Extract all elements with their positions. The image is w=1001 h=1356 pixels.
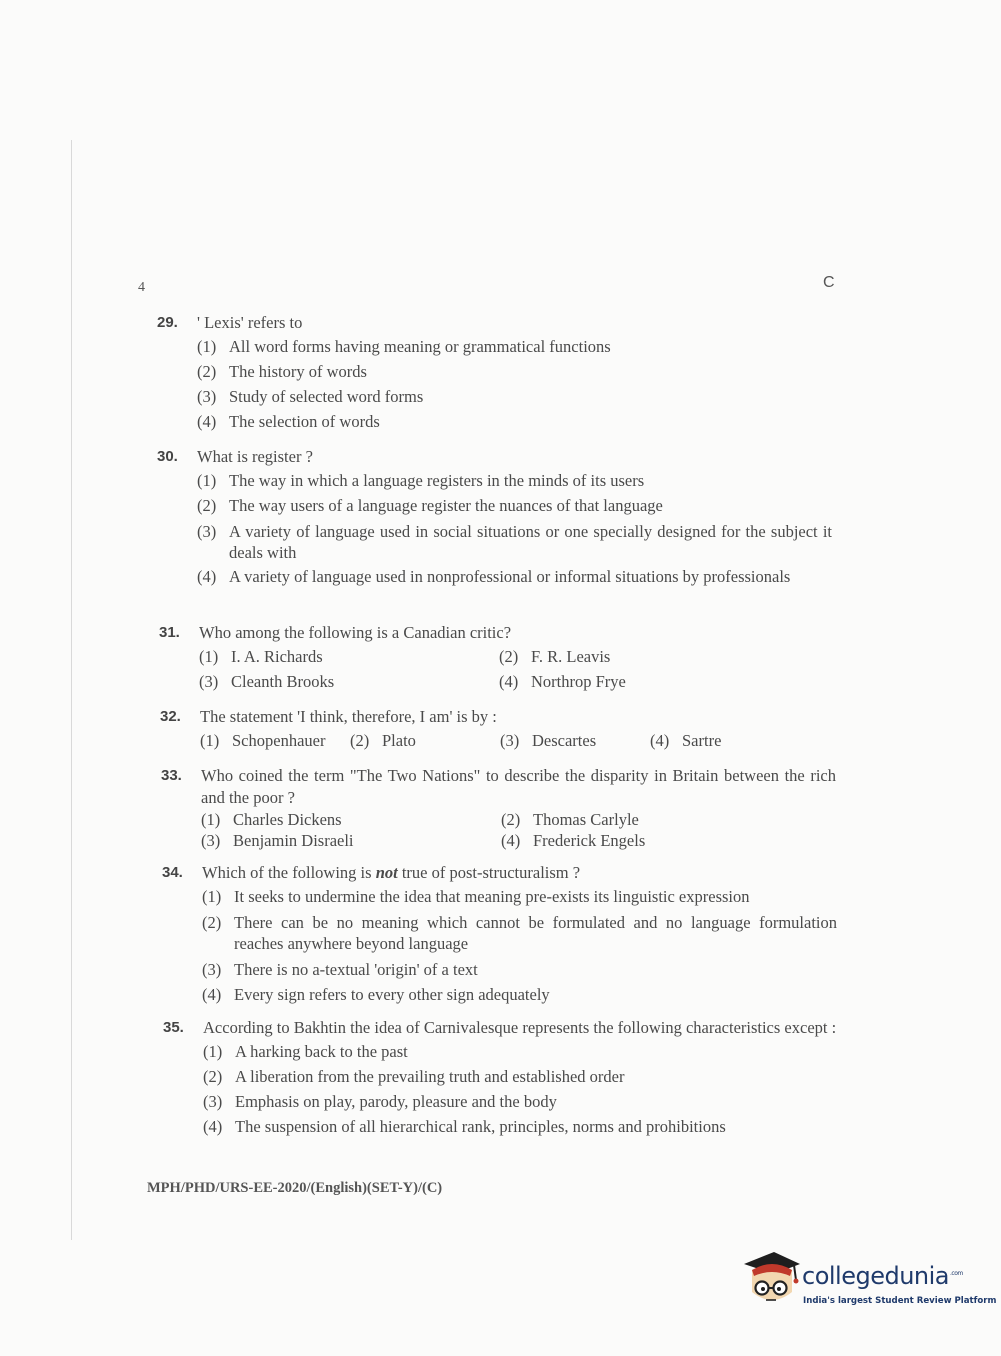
question-34: [162, 862, 837, 1007]
option: [197, 521, 832, 563]
option: [199, 644, 499, 669]
collegedunia-logo[interactable]: [742, 1250, 997, 1312]
option: [501, 830, 801, 851]
option-text: Benjamin Disraeli: [233, 831, 354, 850]
option: [500, 728, 650, 753]
page-number: 4: [138, 280, 145, 295]
page-margin-line: [71, 140, 72, 1240]
option-number: (2): [501, 810, 521, 829]
option-text: It seeks to undermine the idea that meaning pre-exists its linguistic expression: [234, 887, 750, 906]
option-number: (4): [197, 567, 217, 586]
question-number: 29.: [157, 314, 178, 331]
question-text-start: Which of the following is: [202, 863, 376, 882]
option-text: I. A. Richards: [231, 647, 323, 666]
option: [197, 384, 817, 409]
option-number: (1): [200, 731, 220, 750]
option-number: (4): [650, 731, 670, 750]
option: [202, 982, 837, 1007]
question-text: Who coined the term "The Two Nations" to describe the disparity in Britain between the rich and the poor ?: [201, 766, 836, 807]
question-31: [159, 622, 819, 694]
option: [197, 566, 832, 587]
option: [203, 1114, 838, 1139]
question-number: 33.: [161, 767, 182, 784]
option-text: Plato: [382, 731, 416, 750]
option-number: (2): [499, 647, 519, 666]
option-text: Descartes: [532, 731, 597, 750]
option-text: A variety of language used in nonprofessional or informal situations by professionals: [229, 567, 791, 586]
option-text: The way in which a language registers in the minds of its users: [229, 471, 645, 490]
question-text: What is register ?: [197, 447, 313, 466]
option-text: All word forms having meaning or grammatical functions: [229, 337, 611, 356]
option-number: (2): [203, 1067, 223, 1086]
option: [201, 809, 501, 830]
question-30: [157, 446, 832, 590]
option: [202, 912, 837, 954]
option-text: The suspension of all hierarchical rank, principles, norms and prohibitions: [235, 1117, 726, 1136]
option-number: (1): [202, 887, 222, 906]
question-text: ' Lexis' refers to: [197, 313, 303, 332]
option: [197, 493, 832, 518]
option-text: Thomas Carlyle: [533, 810, 639, 829]
question-number: 30.: [157, 448, 178, 465]
option: [350, 728, 500, 753]
question-33: [161, 765, 836, 851]
option-text: The selection of words: [229, 412, 380, 431]
option-text: A variety of language used in social situations or one specially designed for the subject it deals with: [229, 522, 832, 562]
option-number: (3): [199, 672, 219, 691]
option-text: A harking back to the past: [235, 1042, 408, 1061]
option: [499, 669, 799, 694]
logo-tagline: India's largest Student Review Platform: [803, 1296, 997, 1306]
option-number: (4): [203, 1117, 223, 1136]
question-text: According to Bakhtin the idea of Carnivalesque represents the following characteristics except :: [203, 1018, 837, 1037]
option-number: (4): [202, 985, 222, 1004]
option-number: (1): [201, 810, 221, 829]
options-grid: [201, 809, 836, 851]
option: [200, 728, 350, 753]
option-text: Study of selected word forms: [229, 387, 424, 406]
option-number: (3): [202, 960, 222, 979]
option: [197, 468, 832, 493]
option-number: (2): [197, 362, 217, 381]
option-number: (3): [201, 831, 221, 850]
option-text: Schopenhauer: [232, 731, 326, 750]
option-number: (2): [350, 731, 370, 750]
option-number: (3): [197, 387, 217, 406]
option: [197, 409, 817, 434]
option: [202, 957, 837, 982]
option-number: (3): [197, 522, 217, 541]
question-text: [202, 862, 837, 884]
option-number: (3): [500, 731, 520, 750]
option-text: There can be no meaning which cannot be formulated and no language formulation reaches anywhere beyond language: [234, 913, 837, 953]
option: [197, 334, 817, 359]
option-text: A liberation from the prevailing truth and established order: [235, 1067, 625, 1086]
option-text: Emphasis on play, parody, pleasure and the body: [235, 1092, 557, 1111]
option-number: (1): [203, 1042, 223, 1061]
question-text-emphasis: not: [375, 863, 398, 882]
option-text: Northrop Frye: [531, 672, 626, 691]
option-text: Charles Dickens: [233, 810, 342, 829]
question-number: 34.: [162, 864, 183, 881]
option-text: The history of words: [229, 362, 367, 381]
option-text: Frederick Engels: [533, 831, 646, 850]
option-text: F. R. Leavis: [531, 647, 611, 666]
question-number: 32.: [160, 708, 181, 725]
question-number: 35.: [163, 1019, 184, 1036]
option-number: (3): [203, 1092, 223, 1111]
question-29: [157, 312, 817, 434]
question-number: 31.: [159, 624, 180, 641]
paper-code: MPH/PHD/URS-EE-2020/(English)(SET-Y)/(C): [147, 1180, 443, 1196]
option-number: (1): [199, 647, 219, 666]
option: [650, 728, 770, 753]
option: [201, 830, 501, 851]
question-text: Who among the following is a Canadian critic?: [199, 623, 512, 642]
question-text: The statement 'I think, therefore, I am' is by :: [200, 707, 497, 726]
option: [499, 644, 799, 669]
option-text: Sartre: [682, 731, 722, 750]
option-text: Cleanth Brooks: [231, 672, 335, 691]
question-32: [160, 706, 820, 753]
logo-wordmark: [802, 1262, 963, 1290]
option: [203, 1089, 838, 1114]
option-text: There is no a-textual 'origin' of a text: [234, 960, 478, 979]
option-number: (4): [499, 672, 519, 691]
option-number: (1): [197, 337, 217, 356]
option-text: Every sign refers to every other sign adequately: [234, 985, 550, 1004]
option-number: (4): [197, 412, 217, 431]
option-text: The way users of a language register the nuances of that language: [229, 496, 663, 515]
logo-name-text: collegedunia: [802, 1262, 950, 1290]
option: [199, 669, 499, 694]
logo-suffix: .com: [950, 1270, 963, 1277]
graduate-mascot-icon: [742, 1250, 802, 1312]
set-code: C: [823, 274, 835, 291]
option: [501, 809, 801, 830]
option-number: (1): [197, 471, 217, 490]
option: [203, 1039, 838, 1064]
option: [203, 1064, 838, 1089]
question-text-end: true of post-structuralism ?: [397, 863, 581, 882]
option: [202, 884, 837, 909]
question-35: [163, 1017, 838, 1139]
options-grid: [199, 644, 819, 694]
option-number: (2): [202, 913, 222, 932]
option-number: (4): [501, 831, 521, 850]
option: [197, 359, 817, 384]
option-number: (2): [197, 496, 217, 515]
options-row: [200, 728, 820, 753]
